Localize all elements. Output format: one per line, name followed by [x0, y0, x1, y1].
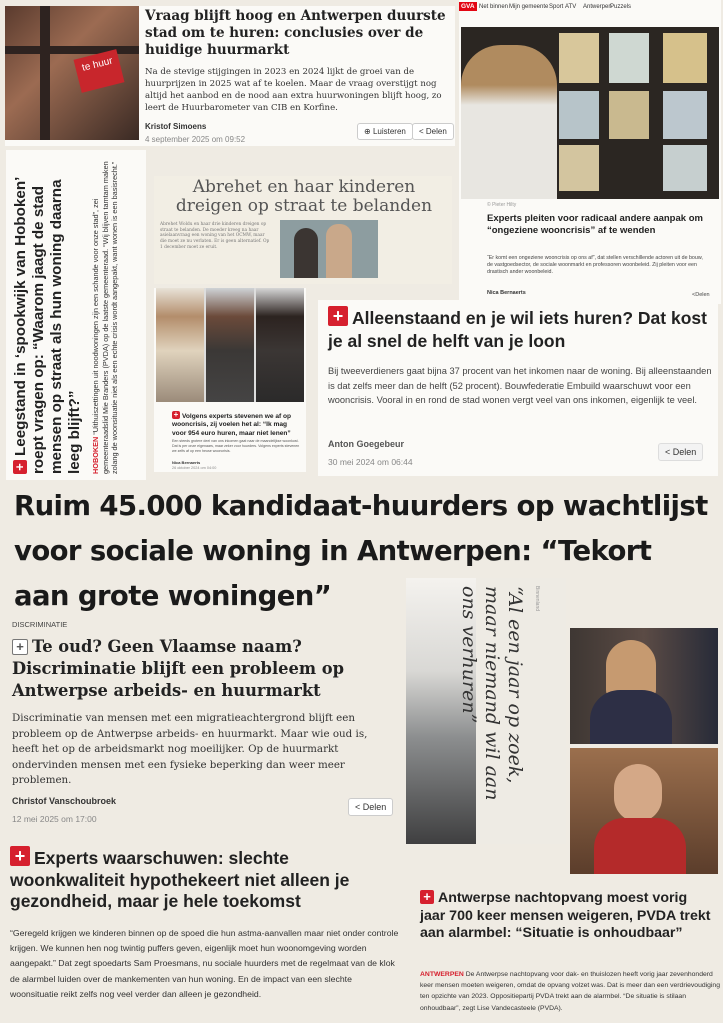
photo-caption: © Pieter Hilty [487, 202, 517, 208]
plus-badge-icon: + [13, 460, 27, 474]
share-button[interactable]: < Delen [412, 123, 454, 140]
newspaper-body-2 [384, 220, 446, 278]
article-clip-hoboken[interactable] [6, 150, 146, 480]
play-icon: ⊕ [364, 127, 373, 136]
publish-date: 12 mei 2025 om 17:00 [12, 814, 97, 824]
nav-item[interactable]: ATV [565, 4, 577, 10]
article-summary: Discriminatie van mensen met een migratieachtergrond blijft een probleem op de Antwerpse arbeids- en huurmarkt. Maar wie oud is, heeft het op de arbeidsmarkt nog moeilijker. Op de huurmarkt ondervinden mensen met een fysieke beperking dan weer meer problemen. [12, 712, 368, 787]
article-clip-alleenstaand[interactable] [318, 300, 718, 476]
article-clip-experts-wooncrisis[interactable] [459, 0, 721, 304]
article-lead: HOBOKEN “Uithuiszettingen uit noodwoningen zijn een schande voor onze stad”, zei gemeenteraadslid Mie Branders (PVDA) op de laatste gemeenteraad. “Wij blijven tamtam maken zolang de woonsituatie niet als een echte crisis wordt aangepakt, want wonen is een basisrecht.” [91, 161, 120, 474]
article-summary: “Er komt een ongeziene wooncrisis op ons af”, dat stellen verschillende actoren uit de bouw, de vastgoedsector, de sociale woonmarkt en professoren woonbeleid. Zij pleiten voor een drastisch ander woonbeleid. [487, 255, 703, 275]
newspaper-body: Abrehet Woldu en haar drie kinderen dreigen op straat te belanden. De moeder kreeg na haar asielaanvraag een woning van het OCMW, maar die moet ze nu verlaten. Er is geen alternatief. Op 1 december moet ze eruit. [160, 222, 270, 250]
article-summary: “Geregeld krijgen we kinderen binnen op de spoed die hun astma-aanvallen maar niet onder controle krijgen. We kunnen hen nog twintig puffers geven, eigenlijk moet hun woonomgeving worden aangepakt.” Dat zegt spoedarts Sam Proesmans, nu sociale huurders met de regelmaat van de klok de alarmbel luiden over de mankementen van hun woning. En de impact van een slechte woonsituatie reikt zelfs nog veel verder dan alleen je gezondheid. [10, 928, 399, 999]
newspaper-headline: “Al een jaar op zoek, maar niemand wil aan ons verhuren” [458, 586, 526, 801]
family-photo [280, 220, 378, 278]
article-title[interactable]: + Te oud? Geen Vlaamse naam? Discriminatie blijft een probleem op Antwerpse arbeids- en huurmarkt [12, 637, 344, 700]
speaker-portrait-photo [570, 748, 718, 874]
listen-button[interactable]: ⊕ Luisteren [357, 123, 413, 140]
author-name: Anton Goegebeur [328, 439, 404, 449]
plus-badge-icon: + [12, 639, 28, 655]
estate-agency-window-photo [461, 27, 719, 199]
article-clip-discriminatie[interactable] [0, 618, 405, 830]
article-clip-woonkwaliteit[interactable] [0, 840, 403, 1023]
location-tag: HOBOKEN [91, 436, 100, 474]
newspaper-section: Binnenland [534, 586, 540, 612]
article-summary: Na de stevige stijgingen in 2023 en 2024 lijkt de groei van de huurprijzen in 2025 wat af te koelen. Maar de vraag overstijgt nog altijd het aanbod en de nood aan extra huurwoningen blijft hoog, zo leert de Huurbarometer van CIB en Korfine. [145, 67, 442, 113]
share-button[interactable]: < Delen [348, 798, 393, 816]
plus-badge-icon: + [10, 846, 30, 866]
article-summary: Bij tweeverdieners gaat bijna 37 procent van het inkomen naar de woning. Bij alleenstaanden is dat zelfs meer dan de helft (52 procent). Bouwfederatie Embuild waarschuwt voor een wooncrisis. Vooral in en rond de stad wonen vergt veel van ons inkomen, eigenlijk te veel. [328, 366, 712, 405]
article-title[interactable]: + Experts waarschuwen: slechte woonkwaliteit hypothekeert niet alleen je gezondheid, maar je hele toekomst [10, 846, 350, 911]
category-label[interactable]: DISCRIMINATIE [12, 620, 68, 629]
article-summary: ANTWERPEN De Antwerpse nachtopvang voor dak- en thuislozen heeft vorig jaar zevenhonderd keer mensen moeten weigeren, omdat de opvang volzet was. Dat is meer dan een verdrievoudiging ten opzichte van 2023. Oppositiepartij PVDA trekt aan de alarmbel. “De situatie is stilaan onhoudbaar”, zegt Lise Vandecasteele (PVDA). [420, 971, 720, 1012]
share-icon: < [355, 802, 363, 812]
author-name: Nica Bernaerts [172, 460, 201, 465]
article-headline[interactable]: +Leegstand in ‘spookwijk van Hoboken’ roept vragen op: “Waarom jaagt de stad mensen op straat als hun woning daarna leeg blijft?” [12, 177, 83, 474]
nav-item[interactable]: Puzzels [610, 4, 632, 10]
nav-item[interactable]: Antwerpen [583, 4, 612, 10]
article-title[interactable]: Experts pleiten voor radicaal andere aanpak om “ongeziene wooncrisis” af te wenden [487, 213, 703, 236]
article-title[interactable]: Vraag blijft hoog en Antwerpen duurste stad om te huren: conclusies over de huidige huurmarkt [145, 8, 446, 58]
location-tag: ANTWERPEN [420, 971, 464, 978]
publish-date: 30 mei 2024 om 06:44 [328, 457, 413, 467]
article-clip-experts-volgens[interactable] [154, 288, 306, 472]
newspaper-clip-al-een-jaar [406, 578, 566, 844]
gva-logo[interactable]: GVA [461, 3, 475, 10]
share-icon: < [665, 447, 673, 457]
big-headline-wachtlijst[interactable]: Ruim 45.000 kandidaat-huurders op wachtlijst voor sociale woning in Antwerpen: “Tekort aan grote woningen” [14, 490, 708, 612]
author-name: Nica Bernaerts [487, 290, 526, 296]
share-button[interactable]: < Delen [658, 443, 703, 461]
article-title[interactable]: + Volgens experts stevenen we af op wooncrisis, zij voelen het al: “Ik mag voor 954 euro huren, maar niet lenen” [172, 410, 292, 437]
plus-badge-icon: + [328, 306, 348, 326]
article-title[interactable]: + Alleenstaand en je wil iets huren? Dat kost je al snel de helft van je loon [328, 306, 707, 351]
nav-item[interactable]: Net binnen [479, 4, 509, 10]
te-huur-sign: te huur [74, 49, 125, 93]
plus-badge-icon: + [173, 410, 179, 419]
woman-figure [461, 45, 557, 199]
publish-date: 26 oktober 2024 om 04:00 [172, 466, 217, 470]
to-let-sign-photo [5, 6, 139, 140]
author-name: Christof Vanschoubroek [12, 796, 117, 806]
three-women-photo [156, 288, 304, 402]
newspaper-headline: Abrehet en haar kinderen dreigen op straat te belanden [175, 177, 433, 216]
article-clip-huurmarkt[interactable] [5, 6, 455, 146]
share-icon: < [692, 292, 696, 298]
share-button[interactable]: <Delen [692, 292, 710, 298]
woman-portrait-photo [570, 628, 718, 744]
top-nav [459, 0, 721, 14]
article-clip-nachtopvang[interactable] [410, 882, 720, 1020]
article-title[interactable]: + Antwerpse nachtopvang moest vorig jaar 700 keer mensen weigeren, PVDA trekt aan alarmbel: “Situatie is onhoudbaar” [420, 889, 711, 941]
article-summary: Een steeds grotere deel van ons inkomen gaat naar de maandelijkse woonkost. Dat is per onze eigenaars, maar zeker voor huurders. Volgens experts stevenen we zelfs af op een heuse wooncrisis. [172, 439, 300, 453]
nav-item[interactable]: Sport [549, 4, 564, 10]
publish-date: 4 september 2025 om 09:52 [145, 135, 246, 144]
plus-badge-icon: + [420, 890, 434, 904]
share-icon: < [419, 127, 426, 136]
author-name: Kristof Simoens [145, 122, 207, 131]
nav-item[interactable]: Mijn gemeente [509, 4, 549, 10]
newspaper-clip-abrehet [154, 176, 452, 284]
